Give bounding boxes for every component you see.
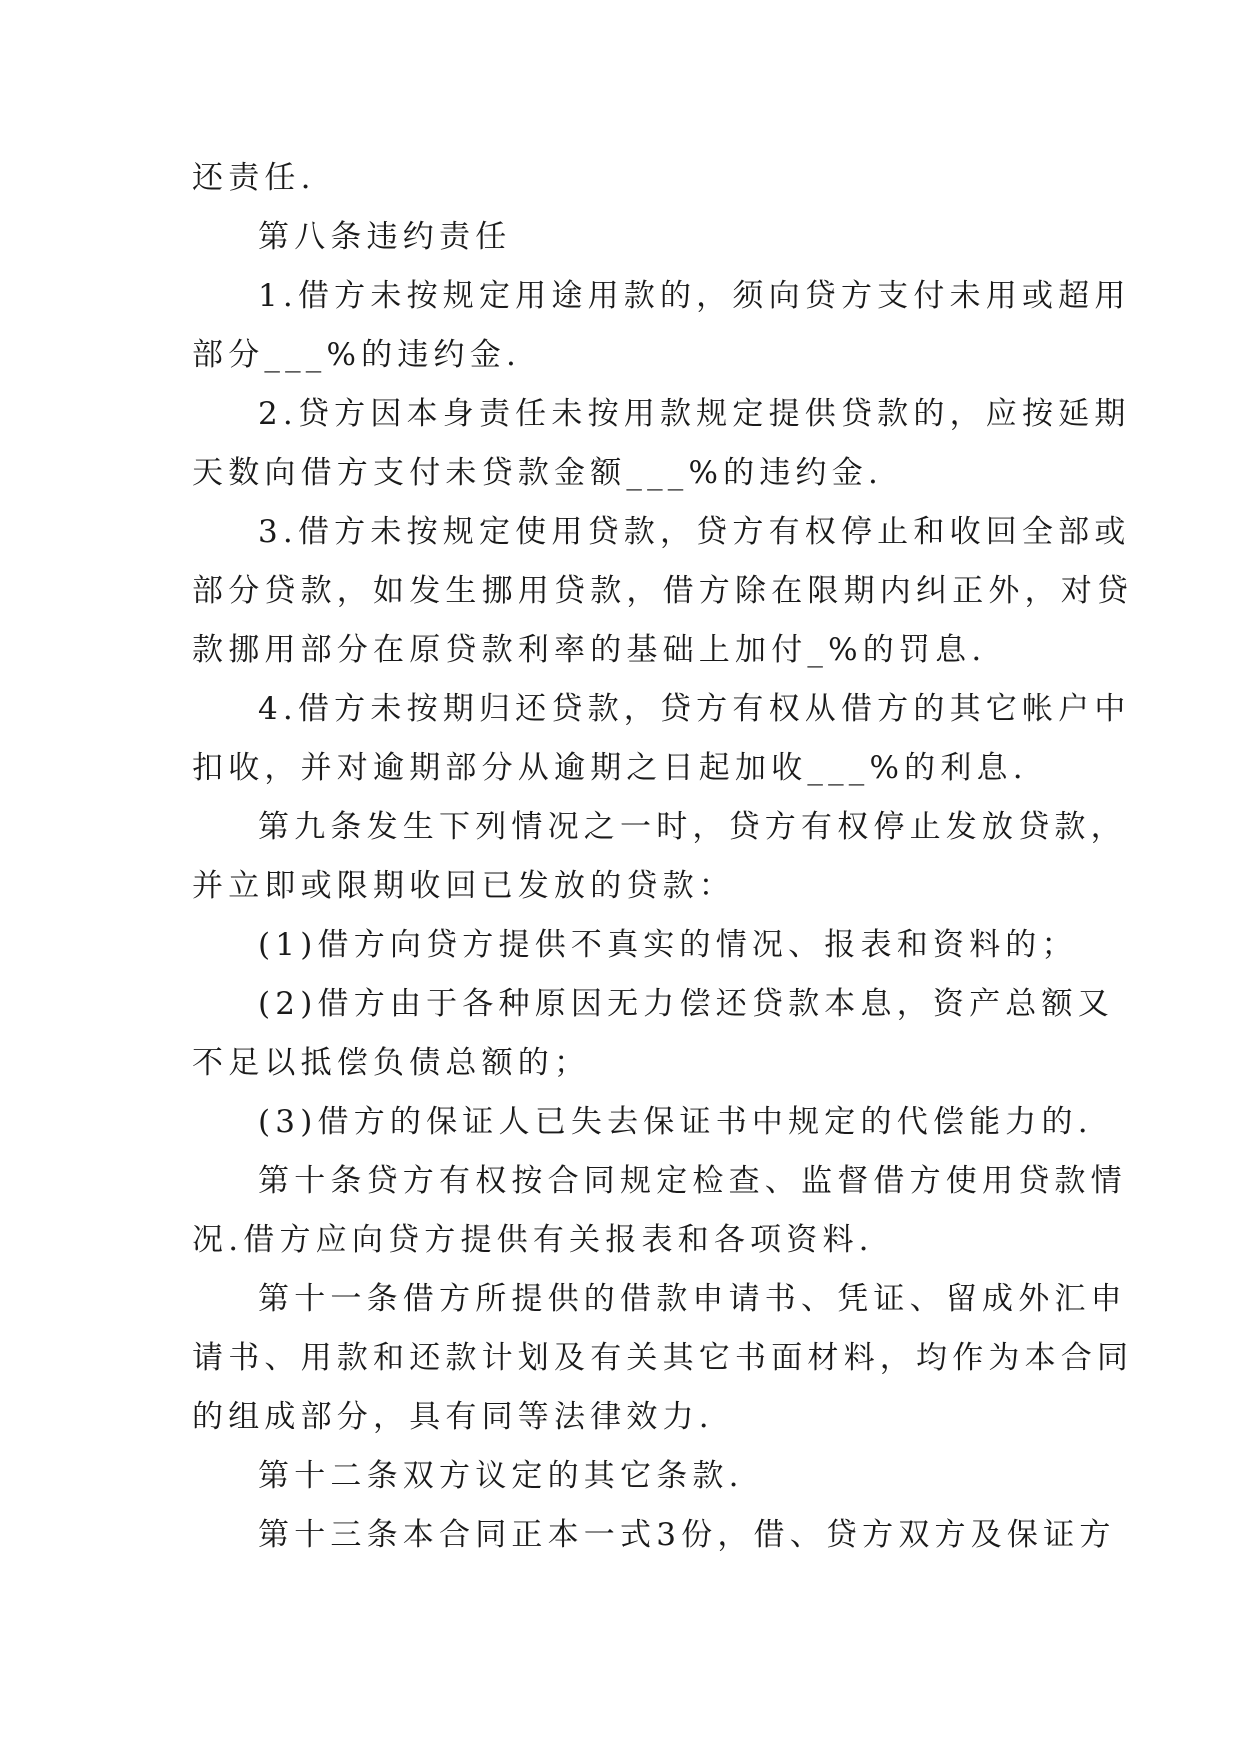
list-item: (2)借方由于各种原因无力偿还贷款本息，资产总额又 — [258, 986, 1114, 1022]
text-line: 请书、用款和还款计划及有关其它书面材料，均作为本合同 — [192, 1340, 1134, 1376]
text-line: 还责任. — [192, 160, 316, 196]
section-heading-article-12: 第十二条双方议定的其它条款. — [258, 1458, 744, 1494]
section-heading-article-9: 第九条发生下列情况之一时，贷方有权停止发放贷款， — [258, 809, 1127, 845]
list-item: (1)借方向贷方提供不真实的情况、报表和资料的； — [258, 927, 1078, 963]
text-line: 1.借方未按规定用途用款的，须向贷方支付未用或超用 — [258, 278, 1131, 314]
text-line: 3.借方未按规定使用贷款，贷方有权停止和收回全部或 — [258, 514, 1131, 550]
section-heading-article-11: 第十一条借方所提供的借款申请书、凭证、留成外汇申 — [258, 1281, 1127, 1317]
text-line: 扣收，并对逾期部分从逾期之日起加收___%的利息. — [192, 750, 1028, 786]
section-heading-article-13: 第十三条本合同正本一式3份，借、贷方双方及保证方 — [258, 1517, 1116, 1553]
text-line: 部分___%的违约金. — [192, 337, 522, 373]
text-line: 4.借方未按期归还贷款，贷方有权从借方的其它帐户中 — [258, 691, 1131, 727]
text-line: 部分贷款，如发生挪用贷款，借方除在限期内纠正外，对贷 — [192, 573, 1134, 609]
text-line: 款挪用部分在原贷款利率的基础上加付_%的罚息. — [192, 632, 987, 668]
text-line: 2.贷方因本身责任未按用款规定提供贷款的，应按延期 — [258, 396, 1131, 432]
text-line: 天数向借方支付未贷款金额___%的违约金. — [192, 455, 884, 491]
text-line: 的组成部分，具有同等法律效力. — [192, 1399, 714, 1435]
text-line: 并立即或限期收回已发放的贷款： — [192, 868, 735, 904]
section-heading-article-8: 第八条违约责任 — [258, 219, 512, 255]
text-line: 不足以抵偿负债总额的； — [192, 1045, 591, 1081]
list-item: (3)借方的保证人已失去保证书中规定的代偿能力的. — [258, 1104, 1093, 1140]
section-heading-article-10: 第十条贷方有权按合同规定检查、监督借方使用贷款情 — [258, 1163, 1127, 1199]
text-line: 况.借方应向贷方提供有关报表和各项资料. — [192, 1222, 874, 1258]
